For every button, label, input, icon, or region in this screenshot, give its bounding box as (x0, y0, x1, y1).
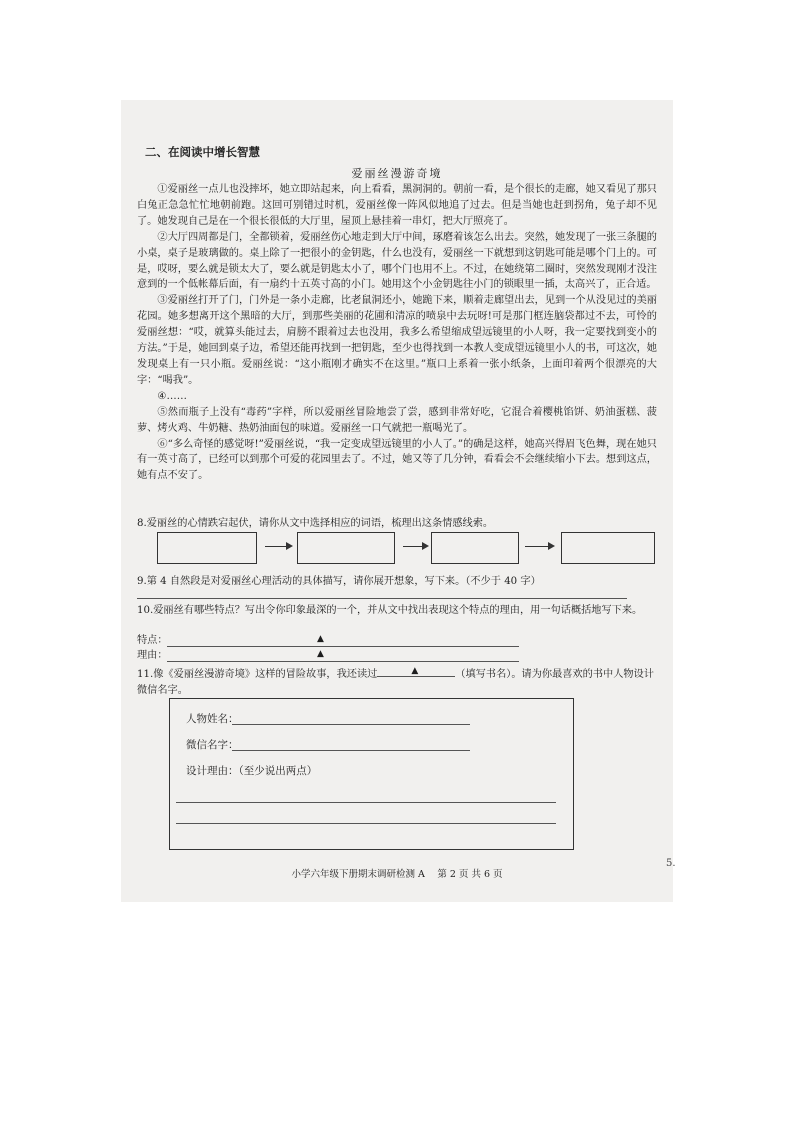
design-reason-line-2[interactable] (176, 823, 556, 824)
paragraph-4: ④…… (157, 390, 187, 402)
wechat-name-card (169, 698, 574, 850)
character-name-label: 人物姓名： (186, 713, 239, 725)
story-title: 爱丽丝漫游奇境 (351, 167, 443, 180)
section-title: 二、在阅读中增长智慧 (145, 145, 260, 159)
emotion-box-1[interactable] (157, 532, 257, 564)
design-reason-line-1[interactable] (176, 802, 556, 803)
reason-label: 理由： (137, 650, 168, 661)
book-title-blank[interactable] (377, 665, 455, 677)
paragraph-2: ②大厅四周都是门，全都锁着，爱丽丝伤心地走到大厅中间，琢磨着该怎么出去。突然，她发现了一张三条腿的小桌，桌子是玻璃做的。桌上除了一把很小的金钥匙，什么也没有，爱丽丝一下就想到这钥匙可能是哪个门上的。可是，哎呀，要么就是锁太大了，要么就是钥匙太小了，哪个门也用不上。不过，在她绕第二圈时，突然发现刚才没注意到的一个低帐幕后面，有一扇约十五英寸高的小门。她用这个小金钥匙往小门的锁眼里一插，太高兴了，正合适。 (137, 231, 657, 291)
paragraph-5: ⑤然而瓶子上没有“毒药”字样，所以爱丽丝冒险地尝了尝，感到非常好吃，它混合着樱桃馅饼、奶油蛋糕、菠萝、烤火鸡、牛奶糖、热奶油面包的味道。爱丽丝一口气就把一瓶喝光了。 (137, 406, 657, 434)
feature-label: 特点： (137, 635, 168, 646)
exam-page (121, 100, 673, 902)
triangle-icon: ▲ (411, 666, 419, 676)
feature-answer-line[interactable] (167, 646, 519, 647)
story-text (137, 182, 657, 484)
arrow-icon (525, 546, 553, 547)
question-8: 8.爱丽丝的心情跌宕起伏，请你从文中选择相应的词语，梳理出这条情感线索。 (137, 518, 494, 529)
question-10: 10.爱丽丝有哪些特点？写出令你印象最深的一个，并从文中找出表现这个特点的理由，用一句话概括地写下来。 (137, 605, 643, 616)
wechat-name-line[interactable] (232, 750, 470, 751)
emotion-flow (157, 532, 657, 570)
question-9: 9.第 4 自然段是对爱丽丝心理活动的具体描写，请你展开想象，写下来。（不少于 40 字） (137, 576, 541, 587)
triangle-icon: ▲ (317, 649, 324, 659)
question-11-suffix: （填写书名）。请为你最喜欢的书中人物设计微信名字。 (137, 669, 654, 696)
paragraph-6: ⑥“多么奇怪的感觉呀!”爱丽丝说，“我一定变成望远镜里的小人了。”的确是这样，她高兴得眉飞色舞，现在她只有一英寸高了，已经可以到那个可爱的花园里去了。不过，她又等了几分钟，看看会不会继续缩小下去。想到这点，她有点不安了。 (137, 438, 657, 482)
margin-mark: 5. (666, 858, 676, 869)
answer-line-9[interactable] (137, 598, 627, 599)
wechat-name-label: 微信名字： (186, 739, 239, 751)
emotion-box-2[interactable] (297, 532, 395, 564)
emotion-box-3[interactable] (431, 532, 519, 564)
page-footer: 小学六年级下册期末调研检测 A 第 2 页 共 6 页 (291, 869, 503, 880)
paragraph-3: ③爱丽丝打开了门，门外是一条小走廊，比老鼠洞还小，她跪下来，顺着走廊望出去，见到一个从没见过的美丽花园。她多想离开这个黑暗的大厅，到那些美丽的花圃和清凉的喷泉中去玩呀!可是那门框连脑袋都过不去，可怜的爱丽丝想：“哎，就算头能过去，肩膀不跟着过去也没用，我多么希望缩成望远镜里的小人呀，我一定要找到变小的方法。”于是，她回到桌子边，希望还能再找到一把钥匙，至少也得找到一本教人变成望远镜里小人的书，可这次，她发现桌上有一只小瓶。爱丽丝说：“这小瓶刚才确实不在这里。”瓶口上系着一张小纸条，上面印着两个很漂亮的大字：“喝我”。 (137, 295, 657, 386)
reason-answer-line[interactable] (167, 661, 519, 662)
question-11-prefix: 11.像《爱丽丝漫游奇境》这样的冒险故事，我还读过 (137, 669, 378, 680)
emotion-box-4[interactable] (561, 532, 655, 564)
arrow-icon (265, 546, 291, 547)
arrow-icon (403, 546, 427, 547)
design-reason-label: 设计理由：（至少说出两点） (186, 765, 318, 777)
triangle-icon: ▲ (317, 634, 324, 644)
character-name-line[interactable] (232, 724, 470, 725)
paragraph-1: ①爱丽丝一点儿也没摔坏，她立即站起来，向上看看，黑洞洞的。朝前一看，是个很长的走廊，她又看见了那只白兔正急急忙忙地朝前跑。这回可别错过时机，爱丽丝像一阵风似地追了过去。但是当她也赶到拐角，兔子却不见了。她发现自己是在一个很长很低的大厅里，屋顶上悬挂着一串灯，把大厅照亮了。 (137, 184, 657, 227)
question-11 (137, 665, 657, 698)
